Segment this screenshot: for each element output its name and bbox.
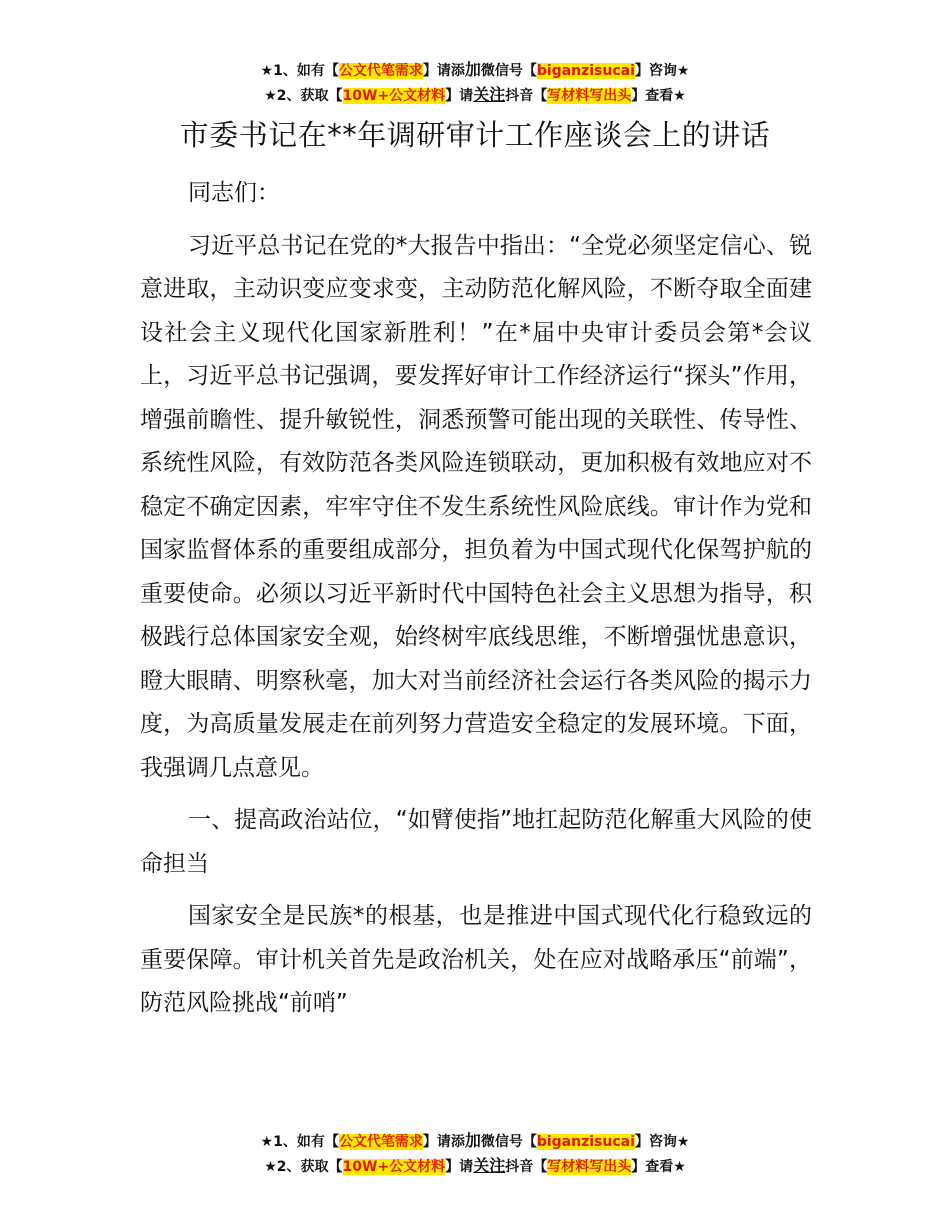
promo-text: ★2、获取【 (264, 1159, 343, 1175)
promo-highlight: 公文代笔需求 (338, 63, 423, 79)
promo-line-2 (0, 83, 950, 108)
promo-text: 】查看★ (631, 1159, 686, 1175)
body-paragraph: 习近平总书记在党的*大报告中指出：“全党必须坚定信心、锐意进取，主动识变应变求变，主动防范化解风险，不断夺取全面建设社会主义现代化国家新胜利！”在*届中央审计委员会第*会议上，习近平总书记强调，要发挥好审计工作经济运行“探头”作用，增强前瞻性、提升敏锐性，洞悉预警可能出现的关联性、传导性、系统性风险，有效防范各类风险连锁联动，更加积极有效地应对不稳定不确定因素，牢牢守住不发生系统性风险底线。审计作为党和国家监督体系的重要组成部分，担负着为中国式现代化保驾护航的重要使命。必须以习近平新时代中国特色社会主义思想为指导，积极践行总体国家安全观，始终树牢底线思维，不断增强忧患意识，瞪大眼睛、明察秋毫，加大对当前经济社会运行各类风险的揭示力度，为高质量发展走在前列努力营造安全稳定的发展环境。下面，我强调几点意见。 (140, 232, 812, 781)
promo-text: ★1、如有【 (260, 1134, 339, 1150)
promo-highlight: 10W+公文材料 (342, 88, 446, 104)
promo-text: ★2、获取【 (264, 88, 343, 104)
body-paragraph: 国家安全是民族*的根基，也是推进中国式现代化行稳致远的重要保障。审计机关首先是政治机关，处在应对战略承压“前端”，防范风险挑战“前哨” (140, 903, 812, 1016)
document-body (140, 172, 812, 1026)
promo-emphasis: 关注 (473, 1156, 506, 1175)
promo-line-2 (0, 1154, 950, 1179)
promo-highlight: biganzisucai (536, 1134, 635, 1150)
document-title: 市委书记在**年调研审计工作座谈会上的讲话 (179, 118, 771, 152)
promo-emphasis: 加 (464, 60, 481, 79)
salutation: 同志们： (188, 180, 280, 206)
promo-text: 】请 (445, 88, 474, 104)
section-heading: 一、提高政治站位，“如臂使指”地扛起防范化解重大风险的使命担当 (140, 807, 812, 877)
promo-text: 抖音【 (505, 1159, 548, 1175)
promo-text: 】请 (445, 1159, 474, 1175)
promo-highlight: 写材料写出头 (547, 1159, 632, 1175)
promo-header (0, 58, 950, 108)
promo-text: ★1、如有【 (260, 63, 339, 79)
promo-text: 】请添 (422, 1134, 465, 1150)
promo-text: 】查看★ (631, 88, 686, 104)
promo-line-1 (0, 1129, 950, 1154)
promo-text: 】咨询★ (634, 1134, 690, 1150)
promo-text: 抖音【 (505, 88, 548, 104)
promo-emphasis: 关注 (473, 85, 506, 104)
promo-highlight: biganzisucai (536, 63, 635, 79)
promo-text: 】请添 (422, 63, 465, 79)
promo-text: 微信号【 (480, 63, 537, 79)
promo-highlight: 10W+公文材料 (342, 1159, 446, 1175)
promo-highlight: 公文代笔需求 (338, 1134, 423, 1150)
promo-text: 微信号【 (480, 1134, 537, 1150)
promo-emphasis: 加 (464, 1131, 481, 1150)
promo-line-1 (0, 58, 950, 83)
promo-text: 】咨询★ (634, 63, 690, 79)
promo-highlight: 写材料写出头 (547, 88, 632, 104)
promo-footer (0, 1129, 950, 1179)
